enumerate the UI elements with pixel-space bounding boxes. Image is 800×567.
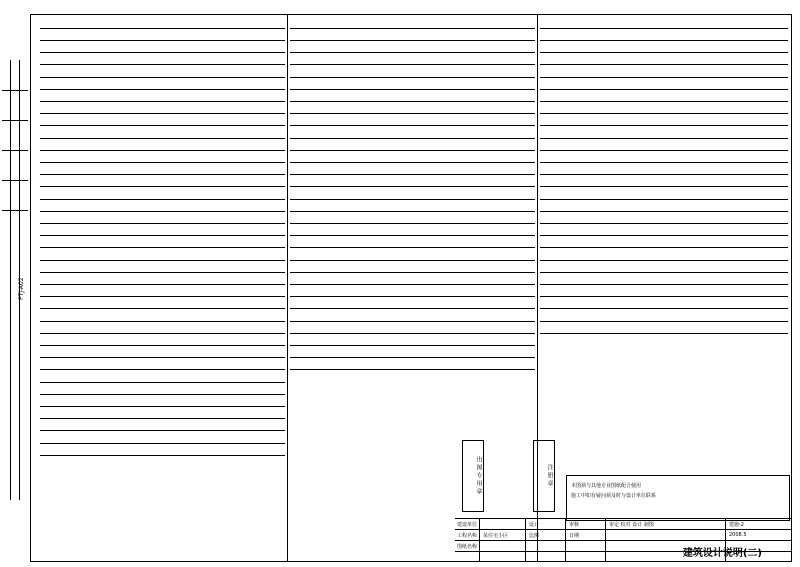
row-divider bbox=[540, 235, 788, 236]
row-divider bbox=[40, 272, 285, 273]
row-divider bbox=[40, 418, 285, 419]
row-divider bbox=[40, 284, 285, 285]
registration-stamp bbox=[533, 440, 555, 512]
spec-column-3 bbox=[540, 16, 788, 467]
row-divider bbox=[290, 162, 535, 163]
row-divider bbox=[540, 125, 788, 126]
row-divider bbox=[290, 89, 535, 90]
row-divider bbox=[40, 52, 285, 53]
row-divider bbox=[540, 211, 788, 212]
row-divider bbox=[40, 125, 285, 126]
title-block bbox=[455, 518, 792, 562]
row-divider bbox=[40, 296, 285, 297]
date-label: 日期 bbox=[569, 533, 580, 539]
row-divider bbox=[290, 28, 535, 29]
row-divider bbox=[540, 52, 788, 53]
row-divider bbox=[290, 345, 535, 346]
row-divider bbox=[290, 77, 535, 78]
row-divider bbox=[540, 162, 788, 163]
row-divider bbox=[540, 101, 788, 102]
row-divider bbox=[40, 382, 285, 383]
row-divider bbox=[290, 223, 535, 224]
row-divider bbox=[540, 321, 788, 322]
sheet-number: 建施-2 bbox=[729, 522, 744, 528]
row-divider bbox=[540, 28, 788, 29]
row-divider bbox=[290, 199, 535, 200]
spec-column-1 bbox=[40, 16, 285, 561]
row-divider bbox=[40, 308, 285, 309]
row-divider bbox=[290, 174, 535, 175]
drawing-title: 建筑设计说明(二) bbox=[682, 548, 762, 559]
project-label: 工程名称 bbox=[457, 533, 478, 539]
row-divider bbox=[40, 235, 285, 236]
row-divider bbox=[40, 64, 285, 65]
checker-row: 审定 校对 设计 制图 bbox=[609, 522, 654, 528]
row-divider bbox=[540, 333, 788, 334]
stamp-label: 出图专用章 bbox=[475, 456, 482, 496]
row-divider bbox=[540, 186, 788, 187]
row-divider bbox=[290, 235, 535, 236]
row-divider bbox=[290, 52, 535, 53]
row-divider bbox=[40, 211, 285, 212]
row-divider bbox=[40, 247, 285, 248]
row-divider bbox=[40, 89, 285, 90]
row-divider bbox=[540, 284, 788, 285]
row-divider bbox=[40, 345, 285, 346]
drawing-stamp bbox=[462, 440, 484, 512]
row-divider bbox=[40, 174, 285, 175]
row-divider bbox=[540, 272, 788, 273]
sidebar-code: PTJ-A02 bbox=[18, 277, 25, 300]
row-divider bbox=[290, 125, 535, 126]
row-divider bbox=[290, 138, 535, 139]
row-divider bbox=[290, 260, 535, 261]
row-divider bbox=[290, 113, 535, 114]
spec-column-2 bbox=[290, 16, 535, 561]
row-divider bbox=[540, 64, 788, 65]
stamp-label: 注册章 bbox=[546, 464, 553, 488]
project-name: 某住宅小区 bbox=[483, 533, 509, 539]
row-divider bbox=[40, 138, 285, 139]
row-divider bbox=[40, 333, 285, 334]
row-divider bbox=[540, 40, 788, 41]
row-divider bbox=[40, 321, 285, 322]
row-divider bbox=[290, 40, 535, 41]
row-divider bbox=[540, 113, 788, 114]
row-divider bbox=[290, 186, 535, 187]
scale-label: 比例 bbox=[529, 533, 540, 539]
notes-box bbox=[566, 475, 790, 521]
row-divider bbox=[40, 260, 285, 261]
row-divider bbox=[290, 150, 535, 151]
row-divider bbox=[540, 308, 788, 309]
row-divider bbox=[540, 247, 788, 248]
row-divider bbox=[290, 321, 535, 322]
row-divider bbox=[290, 369, 535, 370]
row-divider bbox=[40, 369, 285, 370]
drawing-label: 图纸名称 bbox=[457, 544, 478, 550]
drawing-date: 2008.5 bbox=[729, 532, 747, 538]
column-divider bbox=[287, 14, 288, 562]
row-divider bbox=[540, 296, 788, 297]
row-divider bbox=[290, 64, 535, 65]
row-divider bbox=[540, 138, 788, 139]
row-divider bbox=[40, 162, 285, 163]
row-divider bbox=[290, 272, 535, 273]
row-divider bbox=[40, 186, 285, 187]
row-divider bbox=[40, 357, 285, 358]
row-divider bbox=[290, 211, 535, 212]
row-divider bbox=[40, 430, 285, 431]
row-divider bbox=[290, 357, 535, 358]
row-divider bbox=[290, 333, 535, 334]
row-divider bbox=[290, 101, 535, 102]
note-line: 本图须与其他专业图纸配合使用 bbox=[571, 483, 642, 489]
row-divider bbox=[290, 308, 535, 309]
row-divider bbox=[40, 394, 285, 395]
row-divider bbox=[40, 101, 285, 102]
row-divider bbox=[290, 296, 535, 297]
row-divider bbox=[40, 406, 285, 407]
row-divider bbox=[40, 443, 285, 444]
row-divider bbox=[40, 28, 285, 29]
row-divider bbox=[40, 223, 285, 224]
row-divider bbox=[40, 77, 285, 78]
row-divider bbox=[540, 77, 788, 78]
check-label: 审核 bbox=[569, 522, 580, 528]
row-divider bbox=[40, 455, 285, 456]
note-line: 施工中如有疑问须及时与设计单位联系 bbox=[571, 493, 657, 499]
row-divider bbox=[40, 150, 285, 151]
row-divider bbox=[290, 247, 535, 248]
row-divider bbox=[540, 260, 788, 261]
row-divider bbox=[540, 89, 788, 90]
row-divider bbox=[290, 284, 535, 285]
row-divider bbox=[40, 40, 285, 41]
row-divider bbox=[40, 113, 285, 114]
unit-label: 建设单位 bbox=[457, 522, 478, 528]
design-label: 设计 bbox=[529, 522, 540, 528]
row-divider bbox=[40, 199, 285, 200]
row-divider bbox=[540, 150, 788, 151]
row-divider bbox=[540, 174, 788, 175]
row-divider bbox=[540, 223, 788, 224]
row-divider bbox=[540, 199, 788, 200]
